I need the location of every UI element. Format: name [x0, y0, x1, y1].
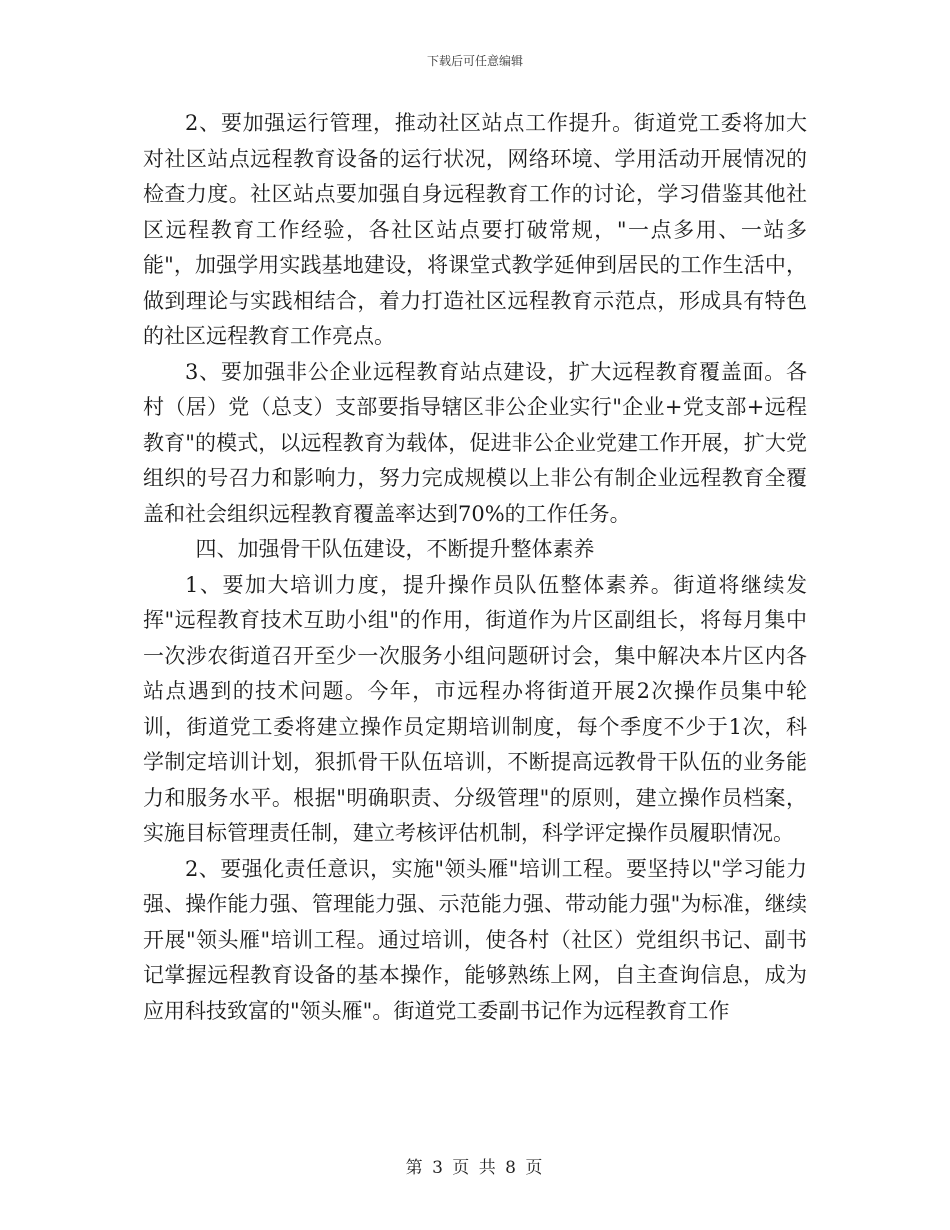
section-heading-four: 四、加强骨干队伍建设，不断提升整体素养: [195, 537, 595, 561]
paragraph-responsibility: 2、要强化责任意识，实施"领头雁"培训工程。要坚持以"学习能力强、操作能力强、管理能力强、示范能力强、带动能力强"为标准，继续开展"领头雁"培训工程。通过培训，使各村（社区）党组织书记、副书记掌握远程教育设备的基本操作，能够熟练上网，自主查询信息，成为应用科技致富的"领头雁"。街道党工委副书记作为远程教育工作: [143, 856, 807, 1023]
paragraph-operation-management: 2、要加强运行管理，推动社区站点工作提升。街道党工委将加大对社区站点远程教育设备的运行状况，网络环境、学用活动开展情况的检查力度。社区站点要加强自身远程教育工作的讨论，学习借鉴其他社区远程教育工作经验，各社区站点要打破常规，"一点多用、一站多能"，加强学用实践基地建设，将课堂式教学延伸到居民的工作生活中，做到理论与实践相结合，着力打造社区远程教育示范点，形成具有特色的社区远程教育工作亮点。: [143, 111, 807, 348]
page-header-note: 下载后可任意编辑: [426, 54, 523, 68]
document-body: [143, 106, 807, 1029]
page-number: 第 3 页 共 8 页: [405, 1158, 545, 1178]
paragraph-training: 1、要加大培训力度，提升操作员队伍整体素养。街道将继续发挥"远程教育技术互助小组"的作用，街道作为片区副组长，将每月集中一次涉农街道召开至少一次服务小组问题研讨会，集中解决本片区内各站点遇到的技术问题。今年，市远程办将街道开展2次操作员集中轮训，街道党工委将建立操作员定期培训制度，每个季度不少于1次，科学制定培训计划，狠抓骨干队伍培训，不断提高远教骨干队伍的业务能力和服务水平。根据"明确职责、分级管理"的原则，建立操作员档案，实施目标管理责任制，建立考核评估机制，科学评定操作员履职情况。: [143, 572, 807, 845]
paragraph-nonpublic-enterprise: 3、要加强非公企业远程教育站点建设，扩大远程教育覆盖面。各村（居）党（总支）支部要指导辖区非公企业实行"企业+党支部+远程教育"的模式，以远程教育为载体，促进非公企业党建工作开展，扩大党组织的号召力和影响力，努力完成规模以上非公有制企业远程教育全覆盖和社会组织远程教育覆盖率达到70%的工作任务。: [143, 359, 807, 526]
